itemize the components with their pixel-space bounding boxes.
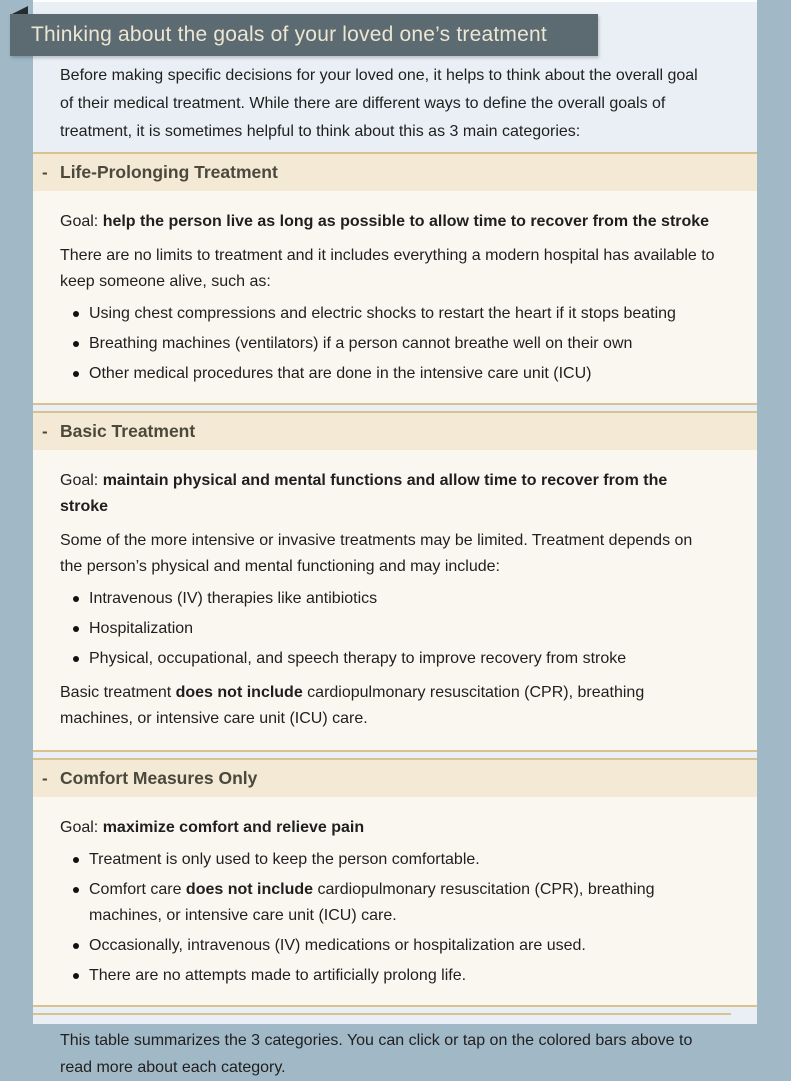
content-column [33,2,757,1081]
bullet-item: Physical, occupational, and speech therapy to improve recovery from stroke [68,646,717,672]
bullet-item: Hospitalization [68,616,717,642]
bullet-item: Other medical procedures that are done in the intensive care unit (ICU) [68,361,717,387]
section-body [33,450,757,752]
section-header-life-prolonging[interactable] [33,152,757,191]
bullet-item: Comfort care does not include cardiopulmonary resuscitation (CPR), breathing machines, or intensive care unit (ICU) care. [68,877,717,929]
section-title: Basic Treatment [60,421,196,441]
section-life-prolonging [33,152,757,405]
collapse-minus-icon: - [42,768,48,788]
section-body [33,797,757,1007]
section-header-comfort[interactable] [33,758,757,797]
bullet-item: Treatment is only used to keep the person comfortable. [68,847,717,873]
bullet-list [60,586,717,672]
bullet-item: Breathing machines (ventilators) if a person cannot breathe well on their own [68,331,717,357]
page-title-banner: Thinking about the goals of your loved one’s treatment [10,14,598,56]
section-basic [33,411,757,752]
bullet-item: Occasionally, intravenous (IV) medications or hospitalization are used. [68,933,717,959]
bullet-item: Using chest compressions and electric shocks to restart the heart if it stops beating [68,301,717,327]
intro-paragraph: Before making specific decisions for your loved one, it helps to think about the overall goal of their medical treatment. While there are different ways to define the overall goals of treatment, it is sometimes helpful to think about this as 3 main categories: [60,67,698,140]
section-comfort [33,758,757,1007]
goal-text: Goal: help the person live as long as possible to allow time to recover from the stroke [60,213,710,230]
footer-note: This table summarizes the 3 categories. You can click or tap on the colored bars above to read more about each category. [33,1013,731,1081]
bullet-item: Intravenous (IV) therapies like antibiotics [68,586,717,612]
section-title: Comfort Measures Only [60,768,258,788]
section-title: Life-Prolonging Treatment [60,162,278,182]
collapse-minus-icon: - [42,421,48,441]
collapse-minus-icon: - [42,162,48,182]
bullet-list [60,301,717,387]
bullet-item: There are no attempts made to artificially prolong life. [68,963,717,989]
paragraph: Some of the more intensive or invasive treatments may be limited. Treatment depends on the person’s physical and mental functioning and may include: [60,532,693,575]
section-header-basic[interactable] [33,411,757,450]
sections [33,152,757,1007]
goal-text: Goal: maximize comfort and relieve pain [60,819,365,836]
content-card [33,0,757,1076]
section-body [33,191,757,405]
paragraph: Basic treatment does not include cardiopulmonary resuscitation (CPR), breathing machines, or intensive care unit (ICU) care. [60,684,645,727]
goal-text: Goal: maintain physical and mental functions and allow time to recover from the stroke [60,472,668,515]
bullet-list [60,847,717,989]
paragraph: There are no limits to treatment and it includes everything a modern hospital has available to keep someone alive, such as: [60,247,715,290]
